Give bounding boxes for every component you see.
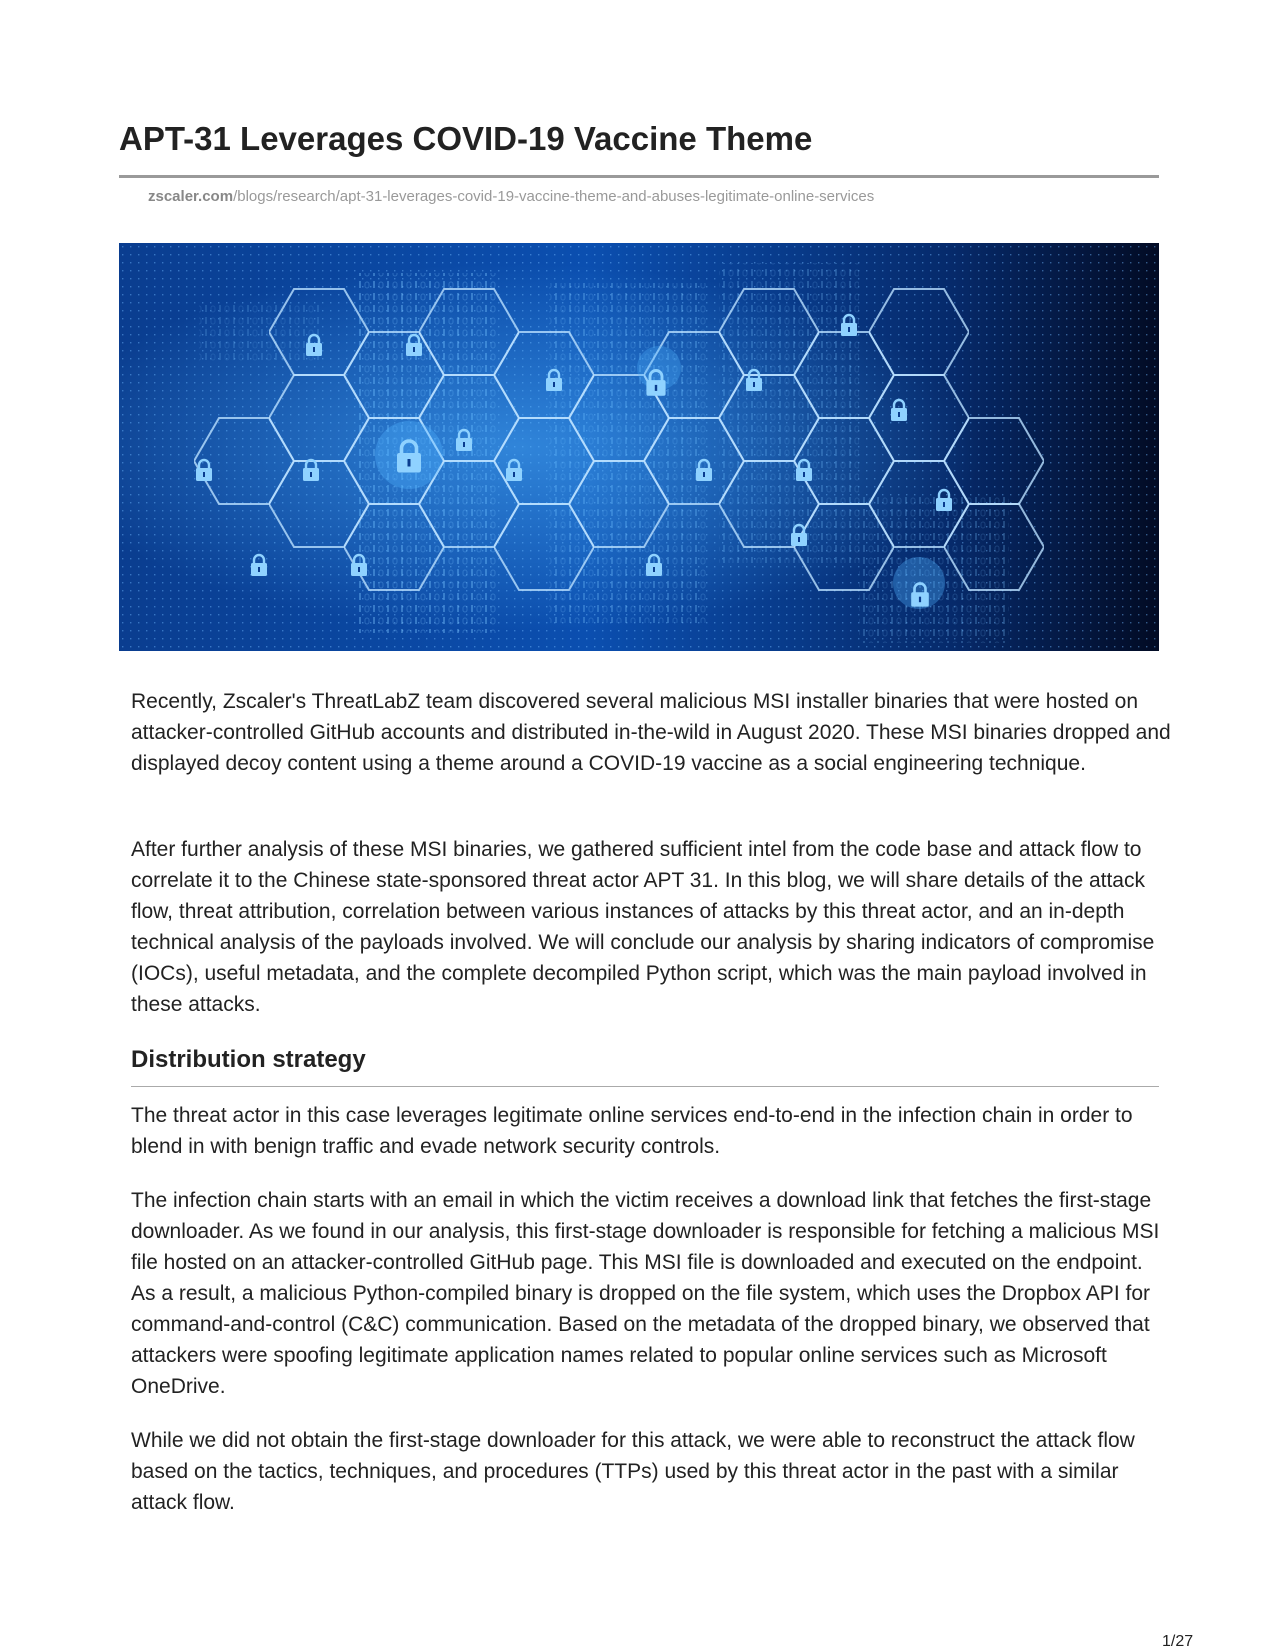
section-divider [131,1086,1159,1087]
intro-paragraph-1: Recently, Zscaler's ThreatLabZ team discovered several malicious MSI installer binaries that were hosted on attacker-controlled GitHub accounts and distributed in-the-wild in August 2020. These MSI binaries dropped and displayed decoy content using a theme around a COVID-19 vaccine as a social engineering technique. [131,690,1171,775]
page-title: APT-31 Leverages COVID-19 Vaccine Theme [119,120,813,157]
source-url[interactable] [148,188,874,205]
intro-paragraph-2: After further analysis of these MSI binaries, we gathered sufficient intel from the code base and attack flow to correlate it to the Chinese state-sponsored threat actor APT 31. In this blog, we will share details of the attack flow, threat attribution, correlation between various instances of attacks by this threat actor, and an in-depth technical analysis of the payloads involved. We will conclude our analysis by sharing indicators of compromise (IOCs), useful metadata, and the complete decompiled Python script, which was the main payload involved in these attacks. [131,838,1155,1016]
page-number: 1/27 [1162,1633,1194,1650]
section-paragraph-2: The infection chain starts with an email in which the victim receives a download link that fetches the first-stage downloader. As we found in our analysis, this first-stage downloader is responsible for fetching a malicious MSI file hosted on an attacker-controlled GitHub page. This MSI file is downloaded and executed on the endpoint. As a result, a malicious Python-compiled binary is dropped on the file system, which uses the Dropbox API for command-and-control (C&C) communication. Based on the metadata of the dropped binary, we observed that attackers were spoofing legitimate application names related to popular online services such as Microsoft OneDrive. [131,1189,1160,1398]
hero-image [119,243,1159,651]
section-heading: Distribution strategy [131,1046,366,1073]
section-paragraph-3: While we did not obtain the first-stage downloader for this attack, we were able to reconstruct the attack flow based on the tactics, techniques, and procedures (TTPs) used by this threat actor in the past with a similar attack flow. [131,1429,1135,1514]
section-paragraph-1: The threat actor in this case leverages legitimate online services end-to-end in the infection chain in order to blend in with benign traffic and evade network security controls. [131,1104,1133,1158]
source-domain[interactable]: zscaler.com [148,188,234,205]
padlock-network-icon [119,243,1159,651]
source-path[interactable]: /blogs/research/apt-31-leverages-covid-19-vaccine-theme-and-abuses-legitimate-online-services [233,188,875,205]
title-divider [119,175,1159,178]
